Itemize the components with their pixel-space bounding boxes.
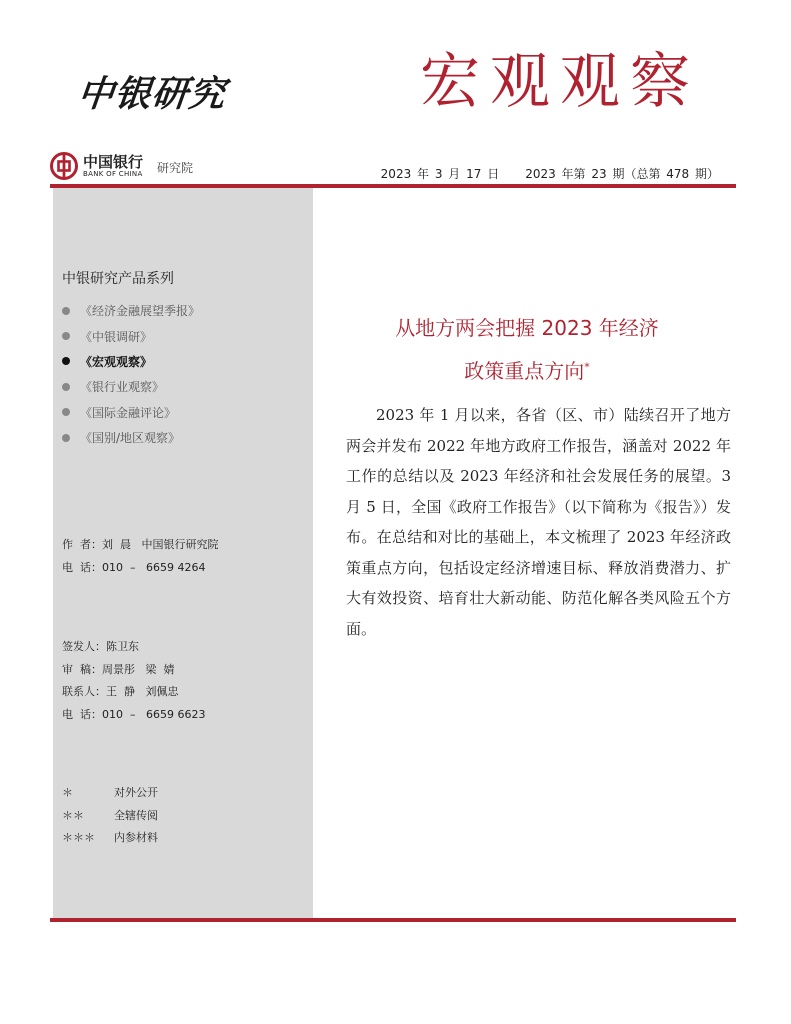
contact-phone-row: 电 话：010 – 6659 6623 <box>62 707 206 721</box>
reviewer-row: 审 稿：周景彤 梁 婧 <box>62 662 175 676</box>
series-title: 宏观观察 <box>420 47 700 117</box>
asterisk-mark: ＊＊＊ <box>62 831 95 844</box>
asterisk-mark: ＊＊ <box>62 808 84 822</box>
legend-row: ＊ 对外公开 <box>62 782 158 805</box>
product-item: 《国别/地区观察》 <box>62 425 200 450</box>
article-title-line-2: 政策重点方向* <box>464 359 590 383</box>
asterisk-mark: ＊ <box>62 786 73 799</box>
product-item: 《经济金融展望季报》 <box>62 298 200 323</box>
logo-english-name: BANK OF CHINA <box>83 170 143 178</box>
issue-line <box>381 165 719 182</box>
bullet-icon <box>62 383 70 391</box>
article-title-line-1: 从地方两会把握 2023 年经济 <box>395 316 659 340</box>
bullet-icon <box>62 307 70 315</box>
bank-of-china-logo-icon <box>50 152 78 180</box>
review-info <box>62 636 205 726</box>
contact-row: 联系人：王 静 刘佩忠 <box>62 685 179 698</box>
product-series-heading: 中银研究产品系列 <box>62 271 174 287</box>
logo-chinese-name: 中国银行 <box>83 153 144 171</box>
article-abstract: 2023 年 1 月以来，各省（区、市）陆续召开了地方两会并发布 2022 年地方政府工作报告，涵盖对 2022 年工作的总结以及 2023 年经济和社会发展任务的展望。3 月 5 日，全国《政府工作报告》（以下简称为《报告》）发布。在总结和对比的基础上，本文梳理了 2023 年经济政策重点方向，包括设定经济增速目标、释放消费潜力、扩大有效投资、培育壮大新动能、防范化解各类风险五个方面。 <box>346 406 731 638</box>
bullet-icon <box>62 408 70 416</box>
bullet-icon <box>62 434 70 442</box>
issuer-row: 签发人：陈卫东 <box>62 640 139 653</box>
classification-legend <box>62 782 158 850</box>
bullet-icon <box>62 332 70 340</box>
product-item: 《国际金融评论》 <box>62 400 200 425</box>
brand-wordmark: 中银研究 <box>75 73 228 115</box>
product-series-list <box>62 298 200 450</box>
publication-date: 2023 年 3 月 17 日 <box>380 167 500 181</box>
author-phone-row: 电 话：010 – 6659 4264 <box>62 560 206 574</box>
bottom-divider <box>50 918 736 922</box>
institute-label: 研究院 <box>157 161 194 175</box>
product-item: 《银行业观察》 <box>62 374 200 399</box>
legend-row: ＊＊＊ 内参材料 <box>62 827 158 850</box>
author-row: 作 者：刘 晨 中国银行研究院 <box>62 538 219 551</box>
title-footnote-mark: * <box>584 360 590 374</box>
author-info <box>62 534 218 579</box>
legend-row: ＊＊ 全辖传阅 <box>62 805 158 828</box>
issue-number: 2023 年第 23 期（总第 478 期） <box>525 167 719 181</box>
product-item-current: 《宏观观察》 <box>62 349 200 374</box>
bullet-icon <box>62 357 70 365</box>
product-item: 《中银调研》 <box>62 323 200 348</box>
